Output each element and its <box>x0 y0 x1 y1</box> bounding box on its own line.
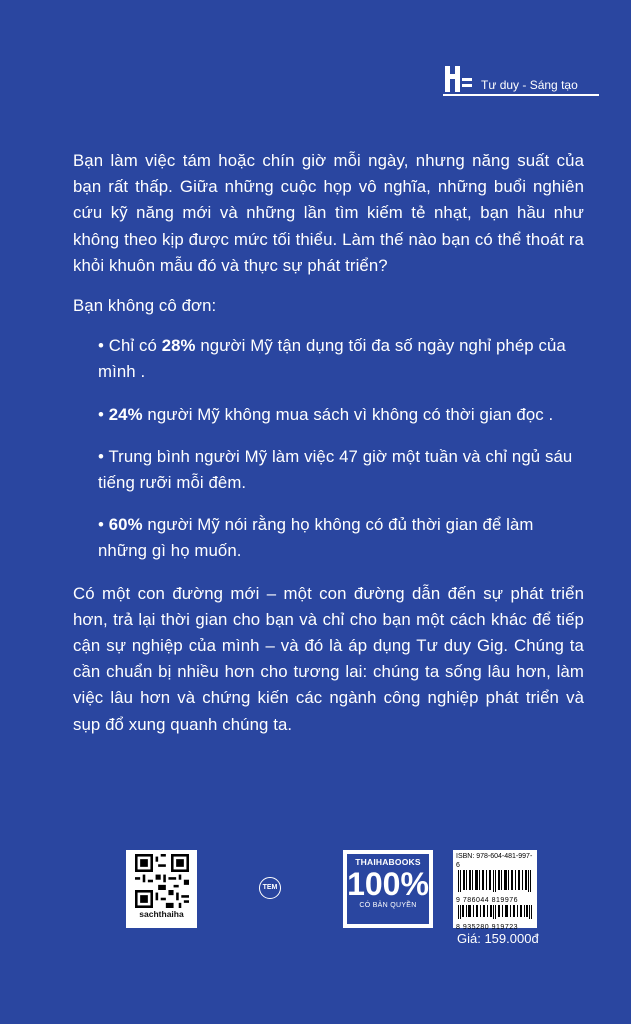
badge-subtitle: CÓ BẢN QUYỀN <box>359 902 417 909</box>
stat-item: • Trung bình người Mỹ làm việc 47 giờ một tuần và chỉ ngủ sáu tiếng rưỡi mỗi đêm. <box>98 446 573 493</box>
publisher-logo-icon <box>443 64 473 94</box>
barcode-number-1: 9 786044 819976 <box>456 897 518 904</box>
closing-paragraph: Có một con đường mới – một con đường dẫn đến sự phát triển hơn, trả lại thời gian cho bạn và chỉ cho bạn một cách khác để tiếp cận sự nghiệp của mình – và đó là áp dụng Tư duy Gig. Chúng ta cần chuẩn bị nhiều hơn cho tương lai: chúng ta sống lâu hơn, làm việc lâu hơn và chứng kiến các ngành công nghiệp phát triển và sụp đổ xung quanh chúng ta. <box>73 583 584 734</box>
series-header <box>443 64 578 94</box>
barcode-number-2: 8 935280 919723 <box>456 924 518 931</box>
lonely-paragraph: Bạn không cô đơn: <box>73 296 217 316</box>
isbn-text: ISBN: 978-604-481-997-6 <box>456 853 533 869</box>
price-label: Giá: 159.000đ <box>457 931 539 946</box>
badge-brand: THAIHABOOKS <box>355 857 421 867</box>
stat-item: • Chỉ có 28% người Mỹ tận dụng tối đa số ngày nghỉ phép của mình . <box>98 336 566 382</box>
tem-stamp: TEM <box>259 877 281 899</box>
back-cover-text <box>73 148 584 738</box>
product-barcode-icon <box>456 905 534 919</box>
qr-label: sachthaiha <box>139 909 184 919</box>
badge-percent: 100% <box>347 866 429 902</box>
barcode-block <box>453 850 537 931</box>
copyright-badge <box>343 850 433 928</box>
stat-item: • 24% người Mỹ không mua sách vì không có thời gian đọc . <box>98 404 554 424</box>
qr-code-icon <box>135 854 189 908</box>
series-label: Tư duy - Sáng tạo <box>481 78 578 92</box>
stat-item: • 60% người Mỹ nói rằng họ không có đủ thời gian để làm những gì họ muốn. <box>98 515 534 561</box>
isbn-barcode-icon <box>456 870 534 892</box>
header-divider <box>443 94 599 96</box>
qr-code-block[interactable] <box>126 850 197 928</box>
stats-list <box>98 333 584 564</box>
intro-paragraph: Bạn làm việc tám hoặc chín giờ mỗi ngày, nhưng năng suất của bạn rất thấp. Giữa những cuộc họp vô nghĩa, những buổi nghiên cứu kỹ năng mới và những lần tìm kiếm tẻ nhạt, bạn hầu như không theo kịp được mức tối thiểu. Làm thế nào bạn có thể thoát ra khỏi khuôn mẫu đó và thực sự phát triển? <box>73 151 584 275</box>
